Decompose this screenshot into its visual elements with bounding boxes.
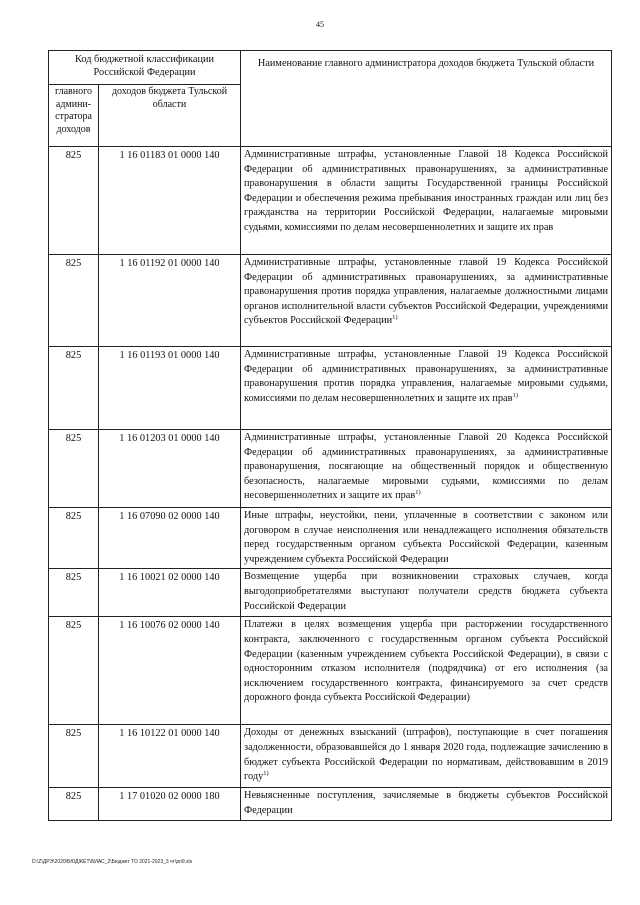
description-text: Административные штрафы, установленные главой 19 Кодекса Российской Федерации об административных правонарушениях, за административные правонарушения против порядка управления, налагаемые должностными лицами органов исполнительной власти субъектов Российской Федерации, учреждениями субъектов Российской Федерации [244,257,609,327]
description-text: Административные штрафы, установленные Главой 18 Кодекса Российской Федерации об административных правонарушениях, за административные правонарушения в области защиты Государственной границы Российской Федерации и обеспечения режима пребывания иностранных граждан или лиц без гражданства на территории Российской Федерации, налагаемые мировыми судьями, комиссиями по делам несовершеннолетних и защите их прав [244,149,609,233]
name-column-header: Наименование главного администратора доходов бюджета Тульской области [241,51,612,147]
description-cell [241,617,612,725]
admin-code-cell: 825 [49,347,99,430]
description-text: Невыясненные поступления, зачисляемые в бюджеты субъектов Российской Федерации [244,790,609,816]
footnote-mark: 1) [512,391,518,399]
table-row [49,430,612,508]
description-cell [241,147,612,255]
description-cell [241,725,612,788]
income-code-cell: 1 16 01193 01 0000 140 [99,347,241,430]
description-cell [241,569,612,617]
table-row [49,788,612,821]
income-column-header: доходов бюджета Тульской области [99,85,241,147]
description-cell [241,347,612,430]
description-cell [241,508,612,569]
income-code-cell: 1 17 01020 02 0000 180 [99,788,241,821]
table-body [49,147,612,821]
admin-code-cell: 825 [49,569,99,617]
footnote-mark: 1) [392,314,398,322]
income-code-cell: 1 16 10021 02 0000 140 [99,569,241,617]
income-code-cell: 1 16 07090 02 0000 140 [99,508,241,569]
admin-code-cell: 825 [49,147,99,255]
table-row [49,569,612,617]
table-row [49,508,612,569]
description-text: Платежи в целях возмещения ущерба при расторжении государственного контракта, заключенного с государственным органом субъекта Российской Федерации (казенным учреждением субъекта Российской Федерации), в связи с односторонним отказом исполнителя (подрядчика) от его исполнения (за исключением государственного контракта, финансируемого за счет средств дорожного фонда субъекта Российской Федерации) [244,619,609,704]
admin-code-cell: 825 [49,725,99,788]
table-row [49,617,612,725]
table-row [49,255,612,347]
page-number: 45 [316,20,324,29]
budget-classification-table [48,50,612,821]
admin-code-cell: 825 [49,788,99,821]
description-cell [241,430,612,508]
admin-code-cell: 825 [49,617,99,725]
description-text: Возмещение ущерба при возникновении страховых случаев, когда выгодоприобретателями выступают получатели средств бюджета субъекта Российской Федерации [244,571,609,612]
code-group-header: Код бюджетной классификации Российской Федерации [49,51,241,85]
income-code-cell: 1 16 01183 01 0000 140 [99,147,241,255]
income-code-cell: 1 16 10076 02 0000 140 [99,617,241,725]
description-cell [241,255,612,347]
description-text: Административные штрафы, установленные Главой 19 Кодекса Российской Федерации об административных правонарушениях, за административные правонарушения против порядка управления, налагаемые мировыми судьями, комиссиями по делам несовершеннолетних и защите их прав [244,349,609,404]
description-text: Административные штрафы, установленные Главой 20 Кодекса Российской Федерации об административных правонарушениях, за административные правонарушения, посягающие на общественный порядок и общественную безопасность, налагаемые мировыми судьями, комиссиями по делам несовершеннолетних и защите их прав [244,432,609,502]
income-code-cell: 1 16 01203 01 0000 140 [99,430,241,508]
table-row [49,147,612,255]
admin-code-cell: 825 [49,508,99,569]
table-row [49,725,612,788]
income-code-cell: 1 16 10122 01 0000 140 [99,725,241,788]
admin-column-header: главного админи-стратора доходов [49,85,99,147]
description-text: Доходы от денежных взысканий (штрафов), поступающие в счет погашения задолженности, образовавшейся до 1 января 2020 года, подлежащие зачислению в бюджет субъекта Российской Федерации по нормативам, действовавшим в 2019 году [244,727,609,783]
description-text: Иные штрафы, неустойки, пени, уплаченные в соответствии с законом или договором в случае неисполнения или ненадлежащего исполнения обязательств перед государственным органом субъекта Российской Федерации, казенным учреждением субъекта Российской Федерации [244,510,609,565]
footnote-mark: 1) [263,770,269,778]
file-path-footer: D:\Z\ДРЭ\2020\БЮДЖЕТ\БИАС_2\Бюджет ТО 2021-2023_3 чт\рп9.xls [32,859,193,865]
description-cell [241,788,612,821]
admin-code-cell: 825 [49,430,99,508]
income-code-cell: 1 16 01192 01 0000 140 [99,255,241,347]
table-row [49,347,612,430]
footnote-mark: 1) [415,489,421,497]
admin-code-cell: 825 [49,255,99,347]
